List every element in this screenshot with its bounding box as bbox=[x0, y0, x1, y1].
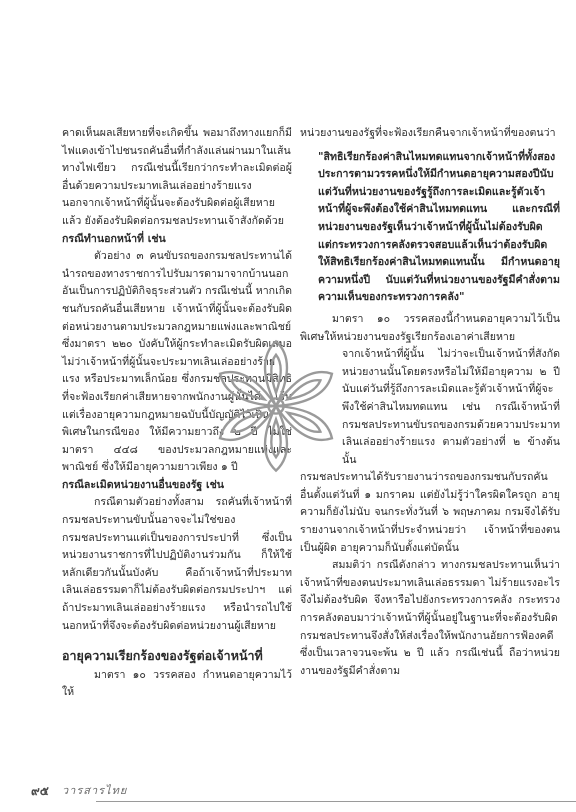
left-subheading-2: กรณีละเมิดหน่วยงานอื่นของรัฐ เช่น bbox=[62, 478, 224, 491]
page-number: ๙๕ bbox=[31, 784, 49, 798]
left-paragraph-3: กรณีตามตัวอย่างทั้งสาม รถคันที่เจ้าหน้าที่กรมชลประทานขับนั้นอาจจะไม่ใช่ของกรมชลประทานแต่เป็นของการประปาที่ ซึ่งเป็นหน่วยงานราชการที่ไปปฏิบัติงานร่วมกัน ก็ให้ใช้หลักเดียวกันนั้นบังคับ คือถ้าเจ้าหน้าที่ประมาทเลินเล่อธรรมดาก็ไม่ต้องรับผิดต่อกรมประปาฯ แต่ถ้าประมาทเลินเล่ออย่างร้ายแรง หรือนำรถไปใช้นอกหน้าที่จึงจะต้องรับผิดต่อหน่วยงานผู้เสียหาย bbox=[62, 496, 292, 632]
right-paragraph-2c: กรมชลประทานได้รับรายงานว่ารถของกรมชนกับรถคันอื่นตั้งแต่วันที่ ๑ มกราคม แต่ยังไม่รู้ว่าใครผิดใครถูก อายุความก็ยังไม่นับ จนกระทั่งวันที่ ๖ พฤษภาคม กรมจึงได้รับรายงานจากเจ้าหน้าที่ประจำหน่วยว่า เจ้าหน้าที่ของตนเป็นผู้ผิด อายุความก็นับตั้งแต่บัดนั้น bbox=[300, 471, 560, 554]
left-paragraph-2: ตัวอย่าง ๓ คนขับรถของกรมชลประทานได้นำรถของทางราชการไปรับมารดามาจากบ้านนอกอันเป็นการปฏิบัติกิจธุระส่วนตัว กรณีเช่นนี้ หากเกิดชนกับรถคันอื่นเสียหาย เจ้าหน้าที่ผู้นั้นจะต้องรับผิดต่อหน่วยงานตามประมวลกฎหมายแพ่งและพาณิชย์ ซึ่งมาตรา ๒๒๐ บังคับให้ผู้กระทำละเมิดรับผิดเสมอ ไม่ว่าเจ้าหน้าที่ผู้นั้นจะประมาทเลินเล่ออย่างร้ายแรง หรือประมาทเล็กน้อย ซึ่งกรมชลประทานมีสิทธิที่จะฟ้องเรียกค่าเสียหายจากพนักงานผู้นั้นได้ เว้นแต่เรื่องอายุความกฎหมายฉบับนี้บัญญัติไว้เป็นพิเศษในกรณีของ ให้มีความยาวถึง ๒ ปี ไม่ใช่ มาตรา ๔๔๘ ของประมวลกฎหมายแพ่งและพาณิชย์ ซึ่งให้มีอายุความยาวเพียง ๑ ปี bbox=[62, 250, 292, 474]
magazine-name: วารสารไทย bbox=[62, 784, 128, 797]
left-paragraph-1: คาดเห็นผลเสียหายที่จะเกิดขึ้น พอมาถึงทางแยกก็มีไฟแดงเข้าไปชนรถคันอื่นที่กำลังแล่นผ่านมาในเส้นทางไฟเขียว กรณีเช่นนี้เรียกว่ากระทำละเมิดต่อผู้อื่นด้วยความประมาทเลินเล่ออย่างร้ายแรง นอกจากเจ้าหน้าที่ผู้นั้นจะต้องรับผิดต่อผู้เสียหายแล้ว ยังต้องรับผิดต่อกรมชลประทานเจ้าสังกัดด้วย bbox=[62, 127, 292, 227]
section-heading: อายุความเรียกร้องของรัฐต่อเจ้าหน้าที่ bbox=[62, 648, 263, 664]
right-paragraph-1: หน่วยงานของรัฐที่จะฟ้องเรียกคืนจากเจ้าหน้าที่ของตนว่า bbox=[300, 127, 556, 139]
right-paragraph-2b: จากเจ้าหน้าที่ผู้นั้น ไม่ว่าจะเป็นเจ้าหน้าที่สังกัดหน่วยงานนั้นโดยตรงหรือไม่ให้มีอายุความ ๒ ปี นับแต่วันที่รู้ถึงการละเมิดและรู้ตัวเจ้าหน้าที่ผู้จะพึงใช้ค่าสินไหมทดแทน เช่น กรณีเจ้าหน้าที่กรมชลประทานขับรถของกรมด้วยความประมาทเลินเล่ออย่างร้ายแรง ตามตัวอย่างที่ ๒ ข้างต้นนั้น bbox=[342, 348, 561, 466]
law-quote: "สิทธิเรียกร้องค่าสินไหมทดแทนจากเจ้าหน้าที่ทั้งสองประการตามวรรคหนึ่งให้มีกำหนดอายุความสองปีนับแต่วันที่หน่วยงานของรัฐรู้ถึงการละเมิดและรู้ตัวเจ้าหน้าที่ผู้จะพึงต้องใช้ค่าสินไหมทดแทน และกรณีที่หน่วยงานของรัฐเห็นว่าเจ้าหน้าที่ผู้นั้นไม่ต้องรับผิด แต่กระทรวงการคลังตรวจสอบแล้วเห็นว่าต้องรับผิด ให้สิทธิเรียกร้องค่าสินไหมทดแทนนั้น มีกำหนดอายุความหนึ่งปี นับแต่วันที่หน่วยงานของรัฐมีคำสั่งตามความเห็นของกระทรวงการคลัง" bbox=[318, 150, 560, 304]
left-paragraph-4: มาตรา ๑๐ วรรคสอง กำหนดอายุความไว้ให้ bbox=[62, 668, 292, 699]
left-subheading: กรณีทำนอกหน้าที่ เช่น bbox=[62, 232, 166, 245]
right-paragraph-3: สมมติว่า กรณีดังกล่าว ทางกรมชลประทานเห็นว่า เจ้าหน้าที่ของตนประมาทเลินเล่อธรรมดา ไม่ร้ายแรงอะไร จึงไม่ต้องรับผิด จึงหารือไปยังกระทรวงการคลัง กระทรวงการคลังตอบมาว่าเจ้าหน้าที่ผู้นั้นอยู่ในฐานะที่จะต้องรับผิด กรมชลประทานจึงสั่งให้ส่งเรื่องให้พนักงานอัยการฟ้องคดี ซึ่งเป็นเวลาจวนจะพ้น ๒ ปี แล้ว กรณีเช่นนี้ ถือว่าหน่วยงานของรัฐมีคำสั่งตาม bbox=[300, 559, 560, 677]
floral-ornament-icon bbox=[200, 330, 352, 482]
right-paragraph-2a: มาตรา ๑๐ วรรคสองนี้กำหนดอายุความไว้เป็นพิเศษให้หน่วยงานของรัฐเรียกร้องเอาค่าเสียหาย bbox=[300, 312, 560, 343]
footer-rule bbox=[96, 801, 576, 802]
